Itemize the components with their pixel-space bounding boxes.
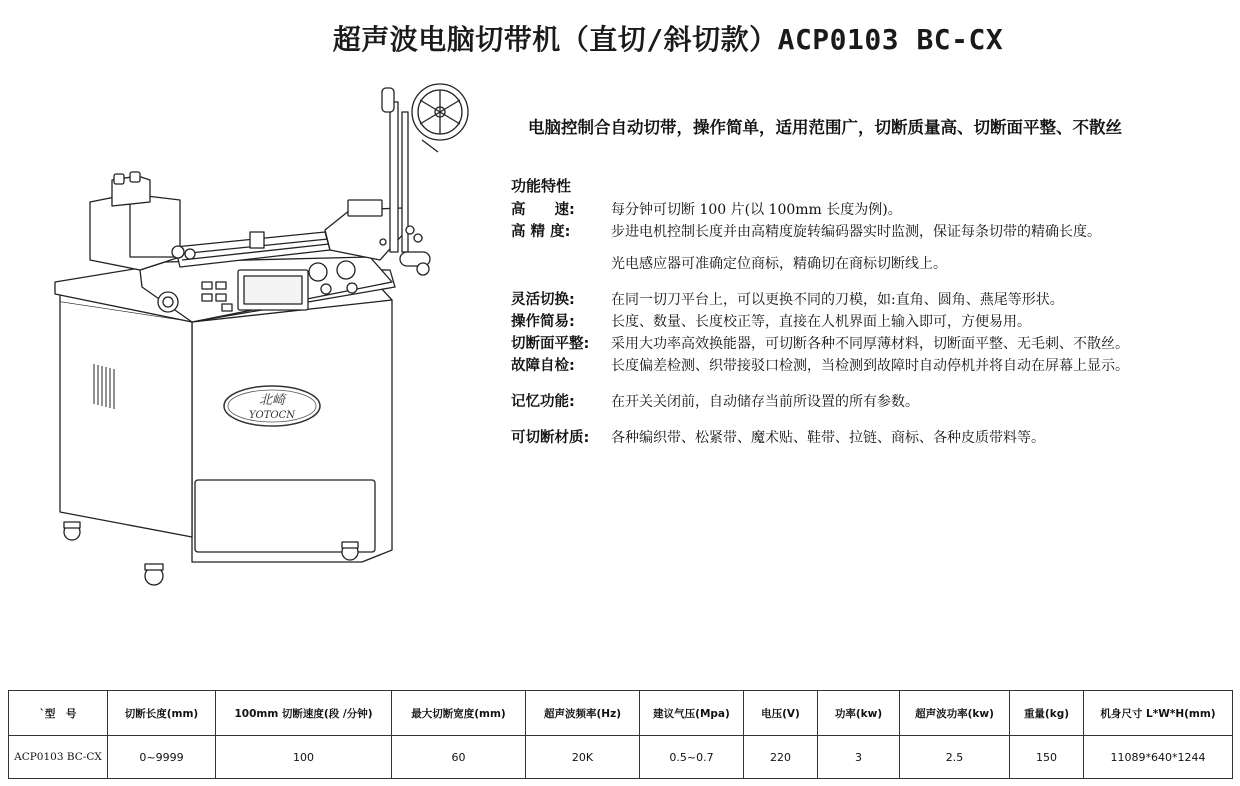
feature-text: 采用大功率高效换能器，可切断各种不同厚薄材料，切断面平整、无毛刺、不散丝。 bbox=[611, 336, 1129, 352]
feature-text: 步进电机控制长度并由高精度旋转编码器实时监测，保证每条切带的精确长度。 bbox=[611, 224, 1101, 240]
feature-label: 记忆功能: bbox=[511, 394, 575, 410]
feature-text: 各种编织带、松紧带、魔术贴、鞋带、拉链、商标、各种皮质带料等。 bbox=[611, 430, 1045, 446]
feature-text: 在同一切刀平台上，可以更换不同的刀模，如:直角、圆角、燕尾等形状。 bbox=[611, 292, 1064, 308]
value-cell: 0.5~0.7 bbox=[640, 736, 744, 779]
feature-row-precision-extra bbox=[511, 253, 1231, 275]
header-cell: 机身尺寸 L*W*H(mm) bbox=[1084, 691, 1233, 736]
feature-label: 切断面平整: bbox=[511, 336, 590, 352]
value-cell: 3 bbox=[818, 736, 900, 779]
header-cell: 切断长度(mm) bbox=[108, 691, 216, 736]
header-cell: 超声波功率(kw) bbox=[900, 691, 1010, 736]
feature-row-precision bbox=[511, 221, 1231, 243]
feature-row-speed bbox=[511, 199, 1231, 221]
header-cell: 超声波频率(Hz) bbox=[526, 691, 640, 736]
feature-label: 可切断材质: bbox=[511, 430, 590, 446]
feature-row-easy bbox=[511, 311, 1231, 333]
feature-label: 高 精 度: bbox=[511, 224, 571, 240]
header-cell: 功率(kw) bbox=[818, 691, 900, 736]
feature-row-smooth bbox=[511, 333, 1231, 355]
header-cell: 100mm 切断速度(段 /分钟) bbox=[216, 691, 392, 736]
feature-label bbox=[511, 253, 611, 275]
value-cell: ACP0103 BC-CX bbox=[9, 736, 108, 779]
feature-row-selfcheck bbox=[511, 355, 1231, 377]
header-cell: 最大切断宽度(mm) bbox=[392, 691, 526, 736]
subtitle: 电脑控制合自动切带，操作简单，适用范围广，切断质量高、切断面平整、不散丝 bbox=[528, 118, 1122, 137]
feature-text: 在开关关闭前，自动储存当前所设置的所有参数。 bbox=[611, 394, 919, 410]
value-cell: 60 bbox=[392, 736, 526, 779]
header-cell: `型 号 bbox=[9, 691, 108, 736]
value-cell: 0~9999 bbox=[108, 736, 216, 779]
spec-header-row bbox=[9, 691, 1233, 736]
machine-illustration bbox=[50, 82, 500, 602]
header-cell: 建议气压(Mpa) bbox=[640, 691, 744, 736]
value-cell: 20K bbox=[526, 736, 640, 779]
feature-label: 操作简易: bbox=[511, 314, 575, 330]
spec-value-row bbox=[9, 736, 1233, 779]
feature-row-materials bbox=[511, 427, 1231, 449]
feature-label: 灵活切换: bbox=[511, 292, 575, 308]
feature-row-memory bbox=[511, 391, 1231, 413]
value-cell: 2.5 bbox=[900, 736, 1010, 779]
header-cell: 重量(kg) bbox=[1010, 691, 1084, 736]
feature-list bbox=[511, 175, 1231, 449]
feature-text: 长度、数量、长度校正等，直接在人机界面上输入即可，方便易用。 bbox=[611, 314, 1031, 330]
feature-heading: 功能特性 bbox=[511, 177, 572, 195]
feature-label: 故障自检: bbox=[511, 358, 575, 374]
feature-text: 光电感应器可准确定位商标，精确切在商标切断线上。 bbox=[611, 256, 947, 272]
page-title: 超声波电脑切带机（直切/斜切款）ACP0103 BC-CX bbox=[332, 23, 1004, 56]
logo-text-en: YOTOCN bbox=[248, 410, 296, 421]
logo-text-cn: 北崎 bbox=[258, 393, 286, 408]
header-cell: 电压(V) bbox=[744, 691, 818, 736]
value-cell: 100 bbox=[216, 736, 392, 779]
feature-text: 长度偏差检测、织带接驳口检测，当检测到故障时自动停机并将自动在屏幕上显示。 bbox=[611, 358, 1129, 374]
spec-table bbox=[8, 690, 1233, 779]
feature-text: 每分钟可切断 100 片(以 100mm 长度为例)。 bbox=[611, 202, 902, 218]
feature-label: 高 速: bbox=[511, 202, 575, 218]
feature-row-switch bbox=[511, 289, 1231, 311]
value-cell: 220 bbox=[744, 736, 818, 779]
value-cell: 150 bbox=[1010, 736, 1084, 779]
value-cell: 11089*640*1244 bbox=[1084, 736, 1233, 779]
